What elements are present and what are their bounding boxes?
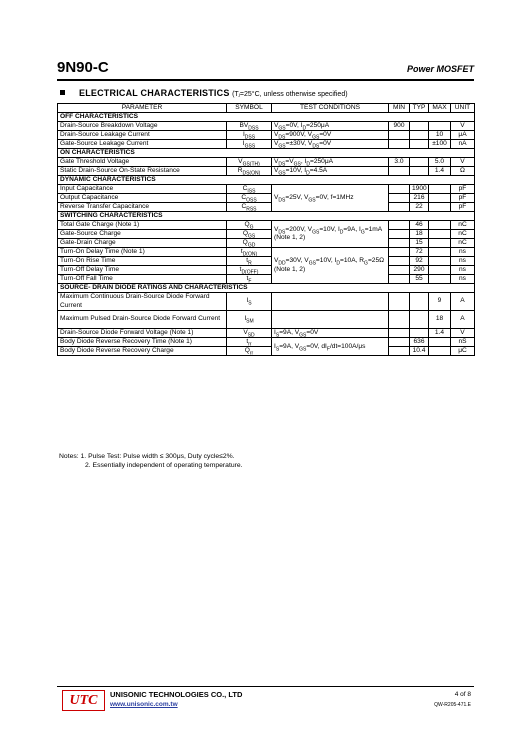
typ-cell <box>410 158 429 167</box>
condition-cell <box>272 311 389 329</box>
unit-cell: μA <box>451 131 475 140</box>
condition-cell: $V_{DS}=V_{GS}$, $I_D=250\mu A$ <box>272 158 389 167</box>
page-footer <box>57 690 474 720</box>
condition-cell: $V_{GS}=10V$, $I_D=4.5A$ <box>272 167 389 176</box>
typ-cell <box>410 329 429 338</box>
category-row <box>58 176 475 185</box>
unit-cell: nC <box>451 230 475 239</box>
unit-cell: ns <box>451 275 475 284</box>
param-cell: Maximum Continuous Drain-Source Diode Forward Current <box>58 293 227 311</box>
symbol-cell: $t_{D(OFF)}$ <box>227 266 272 275</box>
table-row <box>58 248 475 257</box>
category-row <box>58 149 475 158</box>
symbol-cell: $t_F$ <box>227 275 272 284</box>
category-row <box>58 284 475 293</box>
param-cell: Reverse Transfer Capacitance <box>58 203 227 212</box>
min-cell <box>389 203 410 212</box>
param-cell: Static Drain-Source On-State Resistance <box>58 167 227 176</box>
typ-cell: 636 <box>410 338 429 347</box>
table-row <box>58 338 475 347</box>
param-cell: Input Capacitance <box>58 185 227 194</box>
table-row <box>58 203 475 212</box>
symbol-cell: $t_{D(ON)}$ <box>227 248 272 257</box>
table-row <box>58 257 475 266</box>
category-label: SWITCHING CHARACTERISTICS <box>58 212 475 221</box>
note-2: 2. Essentially independent of operating temperature. <box>85 461 243 469</box>
symbol-cell: $t_R$ <box>227 257 272 266</box>
max-cell <box>429 275 451 284</box>
max-cell <box>429 185 451 194</box>
min-cell <box>389 248 410 257</box>
max-cell: 1.4 <box>429 329 451 338</box>
min-cell <box>389 338 410 347</box>
min-cell <box>389 266 410 275</box>
max-cell: 18 <box>429 311 451 329</box>
max-cell <box>429 266 451 275</box>
table-row <box>58 230 475 239</box>
unit-cell: ns <box>451 257 475 266</box>
max-cell: 10 <box>429 131 451 140</box>
max-cell <box>429 230 451 239</box>
note-1: Notes: 1. Pulse Test: Pulse width ≤ 300μs, Duty cycle≤2%. <box>59 453 235 460</box>
category-row <box>58 113 475 122</box>
symbol-cell: $R_{DS(ON)}$ <box>227 167 272 176</box>
min-cell <box>389 131 410 140</box>
param-cell: Maximum Pulsed Drain-Source Diode Forward Current <box>58 311 227 329</box>
table-row <box>58 329 475 338</box>
col-header: MAX <box>429 104 451 113</box>
typ-cell: 92 <box>410 257 429 266</box>
section-title <box>60 88 348 98</box>
part-number: 9N90-C <box>57 59 109 76</box>
category-label: OFF CHARACTERISTICS <box>58 113 475 122</box>
unit-cell: pF <box>451 203 475 212</box>
col-header: MIN <box>389 104 410 113</box>
col-header: PARAMETER <box>58 104 227 113</box>
symbol-cell: $Q_{GD}$ <box>227 239 272 248</box>
symbol-cell: $C_{RSS}$ <box>227 203 272 212</box>
company-url-link[interactable]: www.unisonic.com.tw <box>110 701 178 708</box>
utc-logo: UTC <box>62 690 105 711</box>
unit-cell: V <box>451 329 475 338</box>
typ-cell <box>410 293 429 311</box>
symbol-cell: $C_{ISS}$ <box>227 185 272 194</box>
param-cell: Output Capacitance <box>58 194 227 203</box>
max-cell <box>429 347 451 356</box>
min-cell <box>389 347 410 356</box>
min-cell <box>389 194 410 203</box>
category-row <box>58 212 475 221</box>
unit-cell: nS <box>451 338 475 347</box>
footer-rule <box>57 686 474 687</box>
table-row <box>58 140 475 149</box>
typ-cell: 1900 <box>410 185 429 194</box>
unit-cell: pF <box>451 194 475 203</box>
table-row <box>58 275 475 284</box>
typ-cell: 55 <box>410 275 429 284</box>
device-type: Power MOSFET <box>406 64 474 74</box>
typ-cell <box>410 131 429 140</box>
category-label: SOURCE- DRAIN DIODE RATINGS AND CHARACTERISTICS <box>58 284 475 293</box>
bullet-square-icon <box>60 90 65 95</box>
max-cell: 1.4 <box>429 167 451 176</box>
min-cell <box>389 185 410 194</box>
param-cell: Gate-Drain Charge <box>58 239 227 248</box>
min-cell <box>389 239 410 248</box>
symbol-cell: $I_{SM}$ <box>227 311 272 329</box>
table-row <box>58 293 475 311</box>
company-name: UNISONIC TECHNOLOGIES CO., LTD <box>110 690 243 699</box>
unit-cell: nC <box>451 221 475 230</box>
max-cell <box>429 122 451 131</box>
min-cell <box>389 293 410 311</box>
symbol-cell: $BV_{DSS}$ <box>227 122 272 131</box>
typ-cell <box>410 122 429 131</box>
min-cell <box>389 221 410 230</box>
max-cell <box>429 221 451 230</box>
max-cell <box>429 248 451 257</box>
col-header: TYP <box>410 104 429 113</box>
table-header-row <box>58 104 475 113</box>
category-label: ON CHARACTERISTICS <box>58 149 475 158</box>
table-row <box>58 311 475 329</box>
symbol-cell: $V_{SD}$ <box>227 329 272 338</box>
symbol-cell: $I_{GSS}$ <box>227 140 272 149</box>
symbol-cell: $I_{DSS}$ <box>227 131 272 140</box>
condition-cell: $V_{DS}=900V$, $V_{GS}=0V$ <box>272 131 389 140</box>
unit-cell: V <box>451 158 475 167</box>
condition-cell: $V_{DS}=200V$, $V_{GS}=10V$, $I_D=9A$, $I_G=1mA$ (Note 1, 2) <box>272 221 389 248</box>
param-cell: Gate-Source Leakage Current <box>58 140 227 149</box>
unit-cell: Ω <box>451 167 475 176</box>
min-cell <box>389 329 410 338</box>
min-cell <box>389 311 410 329</box>
max-cell: 5.0 <box>429 158 451 167</box>
unit-cell: ns <box>451 248 475 257</box>
max-cell <box>429 239 451 248</box>
typ-cell: 290 <box>410 266 429 275</box>
param-cell: Body Diode Reverse Recovery Time (Note 1) <box>58 338 227 347</box>
symbol-cell: $I_S$ <box>227 293 272 311</box>
table-row <box>58 167 475 176</box>
condition-cell: $V_{GS}=\pm 30V$, $V_{DS}=0V$ <box>272 140 389 149</box>
typ-cell <box>410 140 429 149</box>
param-cell: Gate Threshold Voltage <box>58 158 227 167</box>
param-cell: Turn-Off Delay Time <box>58 266 227 275</box>
col-header: SYMBOL <box>227 104 272 113</box>
table-row <box>58 266 475 275</box>
min-cell <box>389 140 410 149</box>
symbol-cell: $Q_{GS}$ <box>227 230 272 239</box>
table-row <box>58 194 475 203</box>
max-cell: 9 <box>429 293 451 311</box>
param-cell: Turn-On Rise Time <box>58 257 227 266</box>
typ-cell: 46 <box>410 221 429 230</box>
table-row <box>58 122 475 131</box>
unit-cell: μC <box>451 347 475 356</box>
param-cell: Turn-Off Fall Time <box>58 275 227 284</box>
unit-cell: V <box>451 122 475 131</box>
min-cell <box>389 275 410 284</box>
min-cell: 3.0 <box>389 158 410 167</box>
min-cell: 900 <box>389 122 410 131</box>
max-cell <box>429 194 451 203</box>
typ-cell: 216 <box>410 194 429 203</box>
condition-cell: $V_{DD}=30V$, $V_{GS}=10V$, $I_D=10A$, $R_G=25\Omega$ (Note 1, 2) <box>272 248 389 284</box>
max-cell <box>429 203 451 212</box>
page-header <box>57 59 474 79</box>
page-number: 4 of 8 <box>454 691 471 698</box>
table-row <box>58 185 475 194</box>
col-header: TEST CONDITIONS <box>272 104 389 113</box>
param-cell: Total Gate Charge (Note 1) <box>58 221 227 230</box>
electrical-characteristics-table <box>57 103 475 356</box>
symbol-cell: $Q_G$ <box>227 221 272 230</box>
category-label: DYNAMIC CHARACTERISTICS <box>58 176 475 185</box>
table-row <box>58 239 475 248</box>
param-cell: Drain-Source Diode Forward Voltage (Note 1) <box>58 329 227 338</box>
param-cell: Body Diode Reverse Recovery Charge <box>58 347 227 356</box>
header-rule <box>57 79 474 81</box>
condition-cell: $V_{DS}=25V$, $V_{GS}=0V$, f=1MHz <box>272 185 389 212</box>
typ-cell: 18 <box>410 230 429 239</box>
param-cell: Drain-Source Breakdown Voltage <box>58 122 227 131</box>
typ-cell: 15 <box>410 239 429 248</box>
unit-cell: pF <box>451 185 475 194</box>
section-condition: (Tⱼ=25°C, unless otherwise specified) <box>232 91 348 98</box>
table-row <box>58 131 475 140</box>
condition-cell: $I_S=9A$, $V_{GS}=0V$, $dI_F/dt=100A/\mu s$ <box>272 338 389 356</box>
unit-cell: nA <box>451 140 475 149</box>
condition-cell: $I_S=9A$, $V_{GS}=0V$ <box>272 329 389 338</box>
unit-cell: ns <box>451 266 475 275</box>
symbol-cell: $C_{OSS}$ <box>227 194 272 203</box>
max-cell: ±100 <box>429 140 451 149</box>
document-number: QW-R205-471.E <box>434 702 471 708</box>
condition-cell: $V_{GS}=0V$, $I_D=250\mu A$ <box>272 122 389 131</box>
param-cell: Gate-Source Charge <box>58 230 227 239</box>
unit-cell: A <box>451 311 475 329</box>
min-cell <box>389 230 410 239</box>
min-cell <box>389 257 410 266</box>
typ-cell: 22 <box>410 203 429 212</box>
col-header: UNIT <box>451 104 475 113</box>
notes <box>59 453 243 470</box>
symbol-cell: $Q_{rr}$ <box>227 347 272 356</box>
table-row <box>58 347 475 356</box>
symbol-cell: $V_{GS(TH)}$ <box>227 158 272 167</box>
typ-cell: 10.4 <box>410 347 429 356</box>
section-heading: ELECTRICAL CHARACTERISTICS <box>79 88 230 98</box>
table-row <box>58 158 475 167</box>
table-row <box>58 221 475 230</box>
param-cell: Turn-On Delay Time (Note 1) <box>58 248 227 257</box>
param-cell: Drain-Source Leakage Current <box>58 131 227 140</box>
max-cell <box>429 338 451 347</box>
typ-cell <box>410 311 429 329</box>
unit-cell: nC <box>451 239 475 248</box>
condition-cell <box>272 293 389 311</box>
max-cell <box>429 257 451 266</box>
unit-cell: A <box>451 293 475 311</box>
symbol-cell: $t_{rr}$ <box>227 338 272 347</box>
min-cell <box>389 167 410 176</box>
typ-cell <box>410 167 429 176</box>
typ-cell: 72 <box>410 248 429 257</box>
